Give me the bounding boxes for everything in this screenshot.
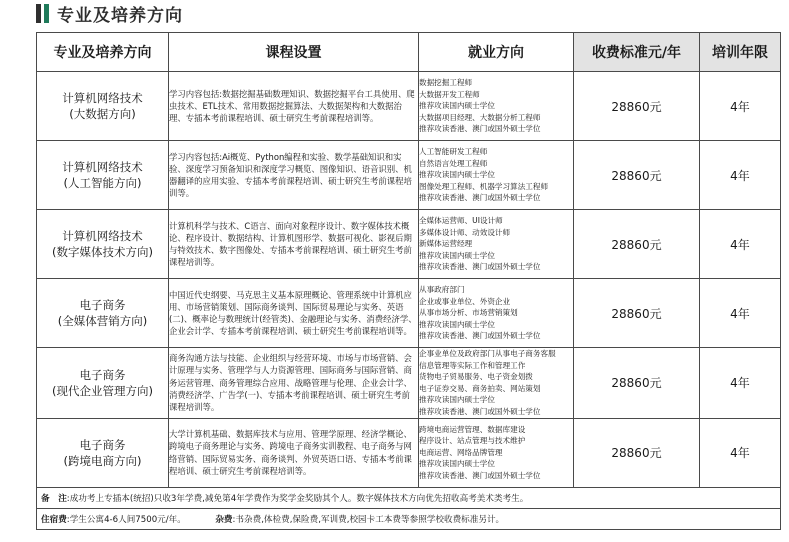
table-row — [37, 210, 781, 279]
major-cell — [37, 418, 169, 487]
major-cell — [37, 348, 169, 419]
fees-row — [37, 508, 781, 529]
job-item: 推荐攻读香港、澳门或国外硕士学位 — [419, 406, 541, 416]
table-row — [37, 348, 781, 419]
major-name: 计算机网络技术 — [62, 160, 143, 174]
job-item: 从事政府部门 — [419, 285, 465, 295]
course-cell: 计算机科学与技术、C语言、面向对象程序设计、数字媒体技术概论、程序设计、数据结构、计算机图形学、数据可视化、影视后期与特效技术、数字图像处、专插本考前课程培训、硕士研究生考前课程培训等。 — [169, 210, 419, 279]
lodging-label: 住宿费 — [41, 514, 67, 525]
job-item: 推荐攻读香港、澳门或国外硕士学位 — [419, 124, 541, 134]
note-cell — [37, 487, 781, 508]
table-row — [37, 279, 781, 348]
jobs-cell — [419, 72, 574, 141]
major-track: (全媒体营销方向) — [57, 314, 148, 328]
job-item: 新媒体运营经理 — [419, 239, 473, 249]
job-item: 大数据开发工程师 — [419, 89, 480, 99]
fees-cell — [37, 508, 781, 529]
course-cell: 大学计算机基础、数据库技术与应用、管理学原理、经济学概论、跨境电子商务理论与实务、跨境电子商务实训教程、电子商务与网络营销、国际贸易实务、商务谈判、外贸英语口语、专插本考前课程培训、硕士研究生考前课程培训等。 — [169, 418, 419, 487]
major-track: (数字媒体技术方向) — [52, 245, 153, 259]
table-header-row — [37, 33, 781, 72]
note-row — [37, 487, 781, 508]
job-item: 企业或事业单位、外资企业 — [419, 296, 511, 306]
jobs-cell — [419, 279, 574, 348]
job-item: 货物电子贸易服务、电子资金划拨 — [419, 372, 533, 382]
job-item: 推荐攻读香港、澳门或国外硕士学位 — [419, 331, 541, 341]
course-cell: 学习内容包括:Ai概览、Python编程和实验、数学基础知识和实验、深度学习预备知识和深度学习概览、图像知识、语音识别、机器翻译的应用实验、专插本考前课程培训、硕士研究生考前课程培训等。 — [169, 141, 419, 210]
heading-marker-dark — [36, 4, 41, 23]
jobs-cell — [419, 141, 574, 210]
major-name: 电子商务 — [79, 437, 126, 452]
years-cell: 4年 — [700, 210, 781, 279]
job-item: 人工智能研发工程师 — [419, 147, 488, 157]
course-cell: 学习内容包括:数据挖掘基础数理知识、数据挖掘平台工具使用、爬虫技术、ETL技术、常用数据挖掘算法、大数据架构和大数据治理、专插本考前课程培训、硕士研究生考前课程培训等。 — [169, 72, 419, 141]
job-item: 推荐攻读国内硕士学位 — [419, 319, 495, 329]
major-cell — [37, 72, 169, 141]
job-item: 大数据项目经理、大数据分析工程师 — [419, 112, 541, 122]
job-item: 推荐攻读国内硕士学位 — [419, 170, 495, 180]
program-table — [36, 32, 781, 530]
years-cell: 4年 — [700, 72, 781, 141]
years-cell: 4年 — [700, 418, 781, 487]
job-item: 多媒体设计师、动效设计师 — [419, 227, 511, 237]
job-item: 从事市场分析、市场营销策划 — [419, 308, 518, 318]
course-cell: 商务沟通方法与技能、企业组织与经营环境、市场与市场营销、会计原理与实务、管理学与人力资源管理、国际商务与国际营销、商务运营管理、商务管理综合应用、战略管理与伦理、企业会计学、消费经济学、广告学(一)、专插本考前课程培训、硕士研究生考前课程培训等。 — [169, 348, 419, 419]
job-item: 推荐攻读国内硕士学位 — [419, 250, 495, 260]
header-fee: 收费标准元/年 — [574, 33, 700, 72]
job-item: 信息管理等实际工作和管理工作 — [419, 360, 526, 370]
major-name: 电子商务 — [79, 367, 126, 382]
section-heading — [36, 2, 183, 24]
table-row — [37, 141, 781, 210]
misc-text: :书杂费,体检费,保险费,军训费,校园卡工本费等参照学校收费标准另计。 — [232, 514, 505, 525]
major-name: 电子商务 — [79, 298, 126, 312]
job-item: 数据挖掘工程师 — [419, 78, 473, 88]
job-item: 推荐攻读香港、澳门或国外硕士学位 — [419, 470, 541, 480]
job-item: 全媒体运营师、UI设计师 — [419, 216, 503, 226]
heading-marker-accent — [44, 4, 49, 23]
job-item: 推荐攻读香港、澳门或国外硕士学位 — [419, 262, 541, 272]
job-item: 推荐攻读香港、澳门或国外硕士学位 — [419, 193, 541, 203]
job-item: 跨境电商运营管理、数据库建设 — [419, 424, 526, 434]
course-cell: 中国近代史纲要、马克思主义基本原理概论、管理系统中计算机应用、市场营销策划、国际商务谈判、国际贸易理论与实务、英语(二)、概率论与数理统计(经管类)、金融理论与实务、消费经济学、企业会计学、专插本考前课程培训、硕士研究生考前课程培训等。 — [169, 279, 419, 348]
fee-cell: 28860元 — [574, 141, 700, 210]
years-cell: 4年 — [700, 348, 781, 419]
header-jobs: 就业方向 — [419, 33, 574, 72]
section-title: 专业及培养方向 — [57, 5, 183, 26]
major-track: (跨境电商方向) — [63, 453, 142, 468]
major-track: (大数据方向) — [69, 107, 136, 121]
jobs-cell — [419, 210, 574, 279]
job-item: 自然语言处理工程师 — [419, 158, 488, 168]
major-name: 计算机网络技术 — [62, 91, 143, 105]
note-text: :成功考上专插本(统招)只收3年学费,减免第4年学费作为奖学金奖励其个人。数字媒体技术方向优先招收高考美术类考生。 — [66, 493, 529, 504]
major-track: (人工智能方向) — [63, 176, 142, 190]
years-cell: 4年 — [700, 279, 781, 348]
jobs-cell — [419, 348, 574, 419]
major-cell — [37, 141, 169, 210]
header-major: 专业及培养方向 — [37, 33, 169, 72]
header-years: 培训年限 — [700, 33, 781, 72]
job-item: 程序设计、站点管理与技术维护 — [419, 436, 526, 446]
fee-cell: 28860元 — [574, 210, 700, 279]
fee-cell: 28860元 — [574, 279, 700, 348]
table-row — [37, 418, 781, 487]
job-item: 推荐攻读国内硕士学位 — [419, 459, 495, 469]
major-name: 计算机网络技术 — [62, 229, 143, 243]
table-row — [37, 72, 781, 141]
fee-cell: 28860元 — [574, 418, 700, 487]
jobs-cell — [419, 418, 574, 487]
job-item: 推荐攻读国内硕士学位 — [419, 395, 495, 405]
misc-label: 杂费 — [215, 514, 233, 525]
major-cell — [37, 279, 169, 348]
major-track: (现代企业管理方向) — [52, 383, 153, 398]
fee-cell: 28860元 — [574, 348, 700, 419]
note-label: 备 注 — [41, 493, 67, 504]
major-cell — [37, 210, 169, 279]
years-cell: 4年 — [700, 141, 781, 210]
job-item: 电子证券交易、商务拍卖、网站策划 — [419, 383, 541, 393]
job-item: 电商运营、网络品牌管理 — [419, 447, 503, 457]
job-item: 图像处理工程师、机器学习算法工程师 — [419, 181, 549, 191]
fee-cell: 28860元 — [574, 72, 700, 141]
lodging-text: :学生公寓4-6人间7500元/年。 — [66, 514, 186, 525]
header-courses: 课程设置 — [169, 33, 419, 72]
job-item: 推荐攻读国内硕士学位 — [419, 101, 495, 111]
job-item: 企事业单位及政府部门从事电子商务客服 — [419, 349, 556, 358]
